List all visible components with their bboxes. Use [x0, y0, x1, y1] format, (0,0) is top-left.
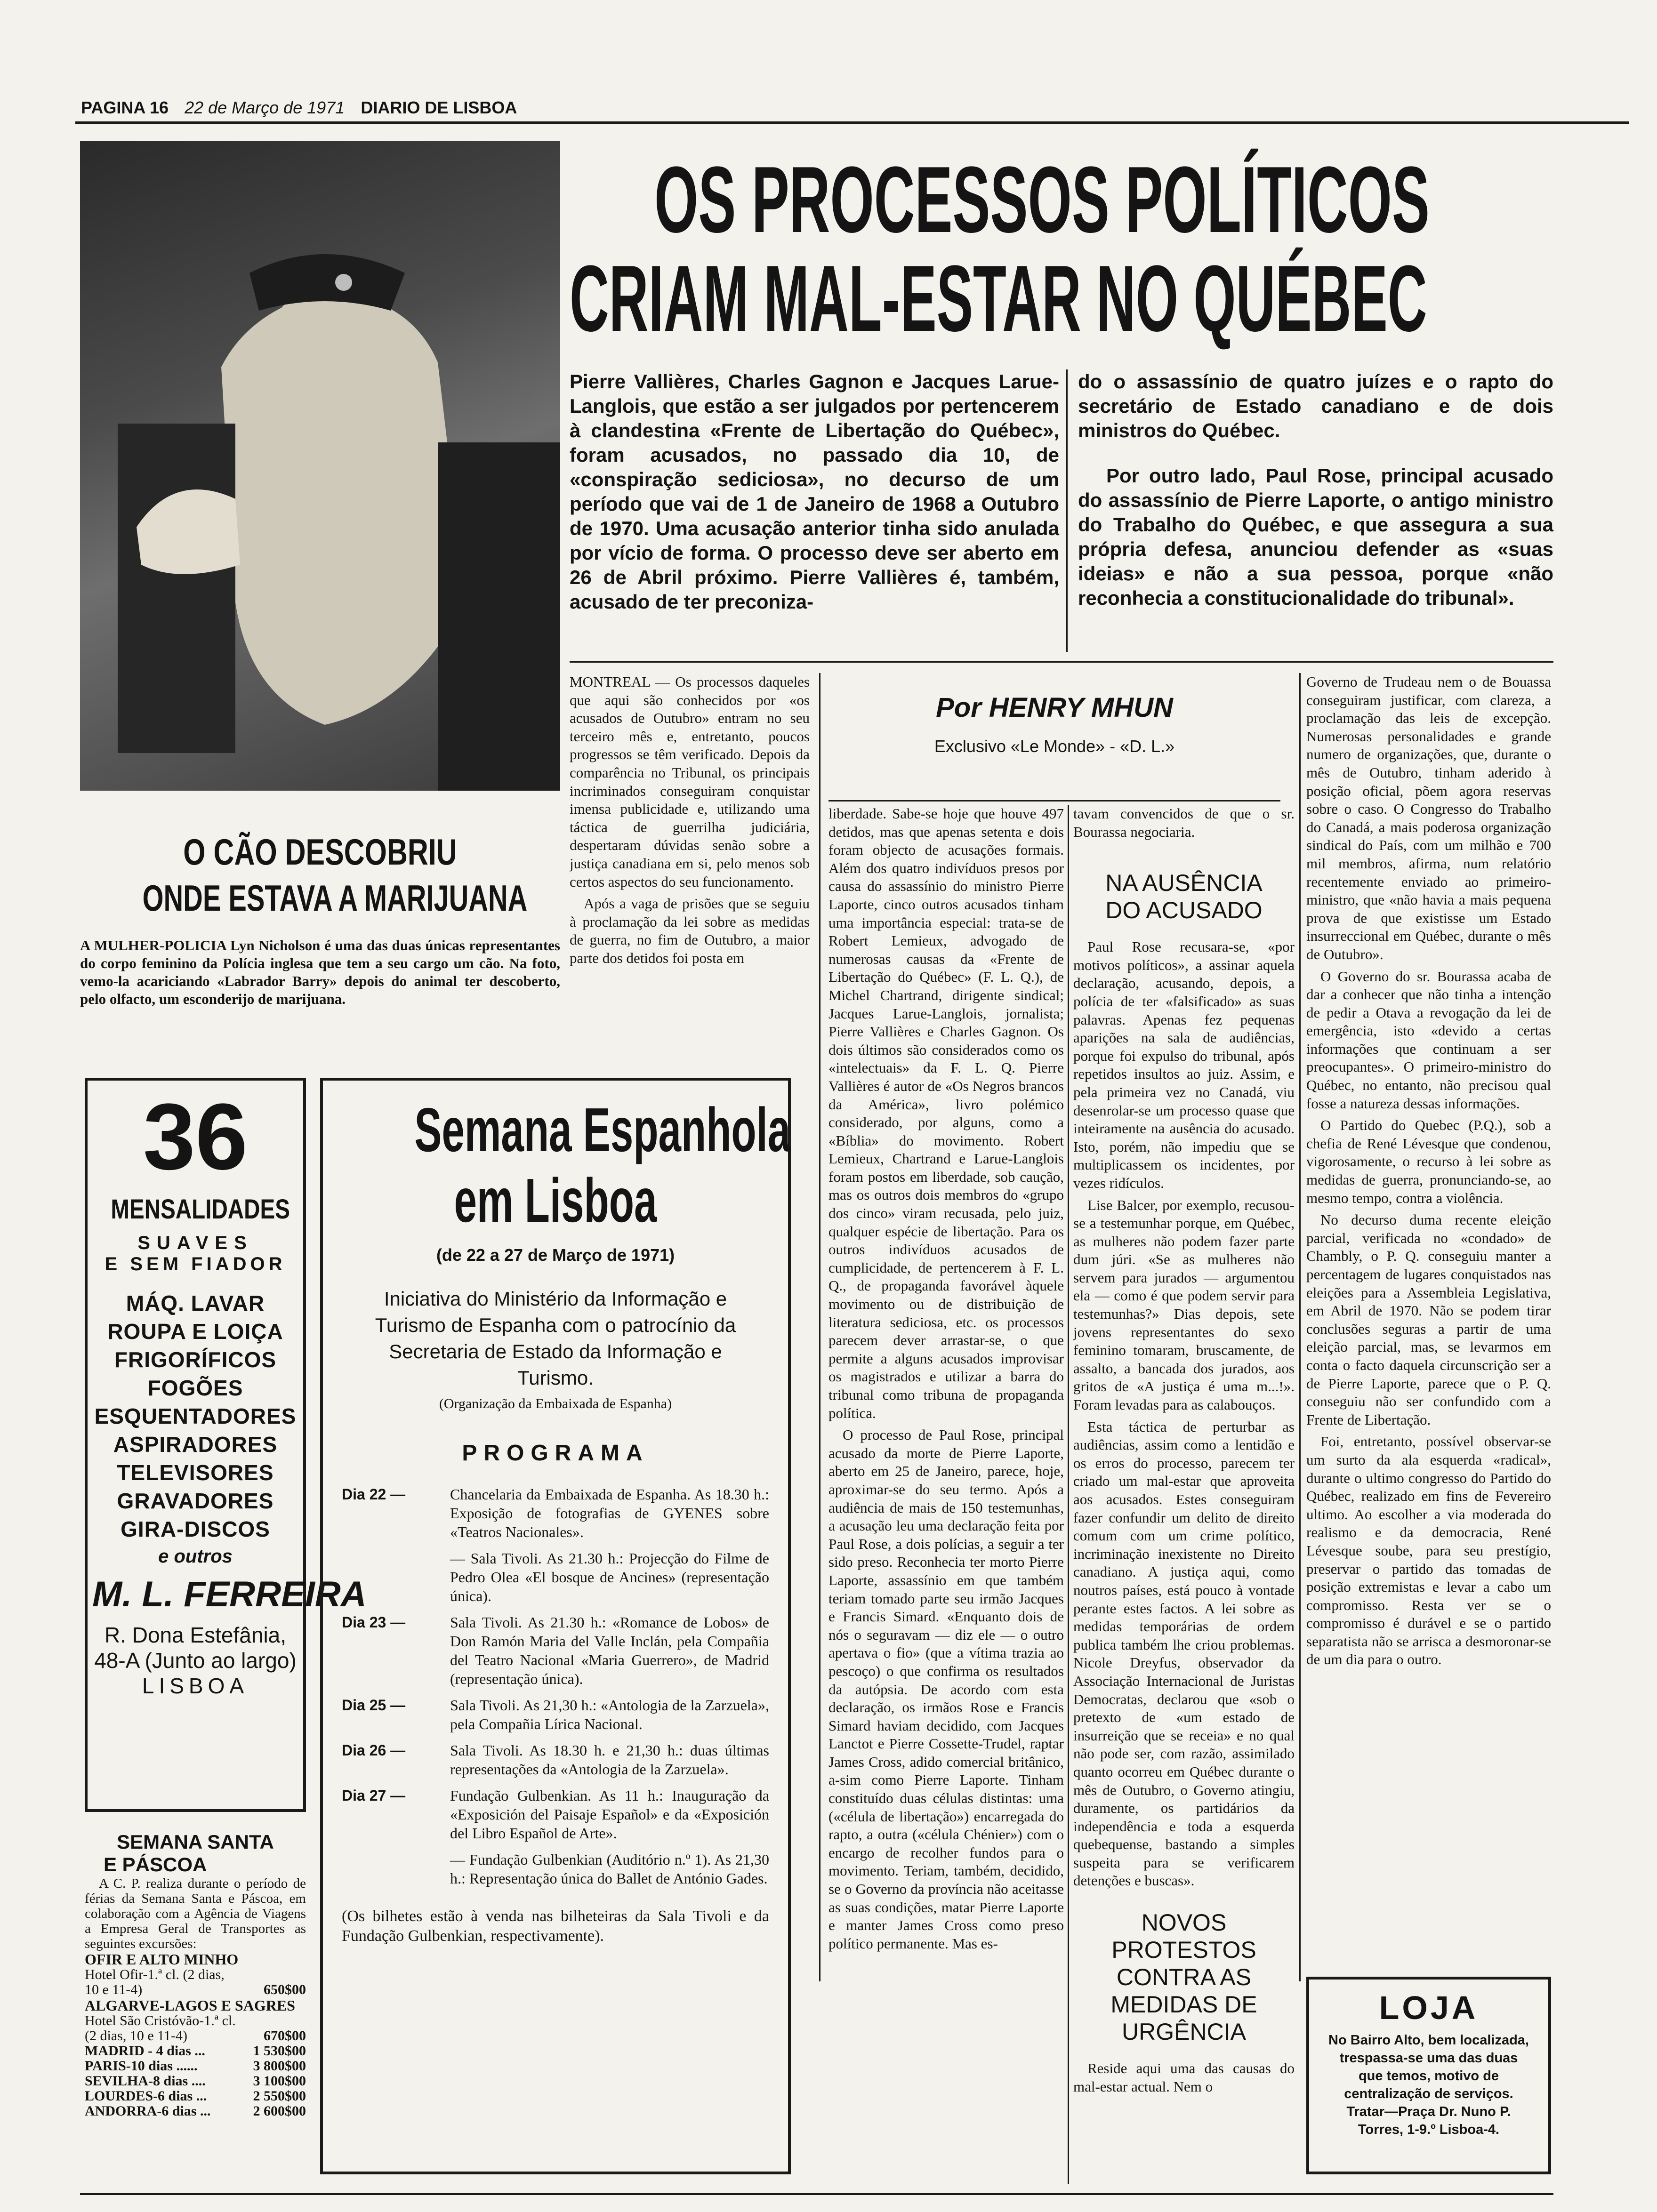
byline-author: Por HENRY MHUN [936, 692, 1173, 723]
semana-santa-ad [85, 1831, 306, 2203]
article-col3-p2: Lise Balcer, por exemplo, recusou-se a testemunhar porque, em Québec, as mulheres não podem fazer parte dum júri. «Se as mulheres não servem para jurados — argumentou ela — como é que podem servir para testemunhas?» Dias depois, sete jovens representantes do sexo feminino tomaram, bruscamente, de assalto, a bancada dos jurados, aos gritos de «A justiça é uma m...!». Foram levadas para as calabouços. [1073, 1196, 1295, 1413]
se-title1: Semana Espanhola [414, 1095, 791, 1164]
program-day [342, 1549, 450, 1605]
loja-ad [1306, 1977, 1551, 2174]
ss-price-row [85, 2044, 306, 2059]
ad-number: 36 [143, 1084, 248, 1189]
program-text: Sala Tivoli. As 21.30 h.: «Romance de Lobos» de Don Ramón Maria del Valle Inclán, pela Compañia del Teatro Nacional «Maria Guerrero», de Madrid (representação única). [450, 1614, 769, 1687]
lead-rule [570, 661, 1553, 663]
police-dog-photo [80, 141, 560, 791]
ss-hotel2-row [85, 2013, 306, 2044]
article-col1-p1: MONTREAL — Os processos daqueles que aqui são conhecidos por «os acusados de Outubro» entram no seu terceiro mês e, entretanto, poucos progressos se têm verificado. Depois da comparência no Tribunal, os principais incriminados conseguiram conquistar imensa publicidade e, utilizando uma táctica de guerrilha judiciária, despertaram dúvidas senão sobre a justiça canadiana em si, pelo menos sob certos aspectos do seu funcionamento. [570, 673, 810, 890]
masthead-paper: DIARIO DE LISBOA [361, 98, 517, 117]
article-col2 [828, 805, 1064, 2184]
subhead-novos-protestos: NOVOS PROTESTOS CONTRA AS MEDIDAS DE URGÊNCIA [1110, 1909, 1257, 2045]
ad-city: LISBOA [142, 1674, 249, 1698]
ad-others: e outros [158, 1546, 233, 1567]
masthead [81, 98, 552, 120]
se-footer: (Os bilhetes estão à venda nas bilheteiras da Sala Tivoli e da Fundação Gulbenkian, respectivamente). [342, 1907, 769, 1945]
program-row [342, 1786, 769, 1843]
article-col3-p4: Reside aqui uma das causas do mal-estar actual. Nem o [1073, 2060, 1295, 2095]
ad-address2: 48-A (Junto ao largo) [94, 1648, 297, 1673]
ad-item: FRIGORÍFICOS [114, 1347, 277, 1372]
col-divider-2 [1068, 805, 1069, 2184]
subhead-na-ausencia: NA AUSÊNCIA DO ACUSADO [1105, 870, 1263, 924]
ss-price-row [85, 2089, 306, 2104]
ss-destination: LOURDES-6 dias ... [85, 2088, 207, 2104]
ss-hotel1: Hotel Ofir-1.ª cl. (2 dias, 10 e 11-4) [85, 1967, 225, 1997]
mensalidades-ad [85, 1078, 367, 1812]
ss-hotel2: Hotel São Cristóvão-1.ª cl. (2 dias, 10 e 11-4) [85, 2013, 236, 2044]
se-dates: (de 22 a 27 de Março de 1971) [436, 1245, 675, 1265]
ss-price: 3 800$00 [253, 2058, 306, 2074]
masthead-rule [75, 121, 1629, 124]
article-col4-p1: Governo de Trudeau nem o de Bouassa conseguiram justificar, com clareza, a proclamação das leis de excepção. Numerosas personalidades e grande numero de organizações, que, durante o mês de Outubro, tinham aderido à posição oficial, põem agora reservas sobre o caso. O Congresso do Trabalho do Canadá, a mais poderosa organização sindical do País, com um milhão e 700 mil membros, afirma, num relatório recentemente enviado ao primeiro-ministro, que «não havia a mais pequena prova de que existisse um Estado insurreccional em Québec, durante o mês de Outubro». [1306, 673, 1551, 962]
ad-item: ESQUENTADORES [94, 1404, 297, 1428]
ss-price1: 650$00 [264, 1982, 306, 1997]
headline-line1: OS PROCESSOS POLÍTICOS [654, 147, 1430, 252]
byline-rule [828, 800, 1280, 801]
ss-destination: SEVILHA-8 dias .... [85, 2073, 206, 2089]
article-col2-p1: liberdade. Sabe-se hoje que houve 497 detidos, mas que apenas setenta e dois foram objecto de acusações formais. Além dos quatro indivíduos presos por causa do assassínio do ministro Pierre Laporte, cinco outros acusados tinham uma importância especial: trata-se de Robert Lemieux, advogado de numerosas causas da «Frente de Libertação do Québec» (F. L. Q.), de Michel Chartrand, dirigente sindical; Jacques Larue-Langlois, jornalista; Pierre Vallières e Charles Gagnon. Os dois últimos são considerados como os «intelectuais» da F. L. Q. Pierre Vallières é autor de «Os Negros brancos da América», livro polémico considerado, por alguns, como a «Bíblia» do movimento. Robert Lemieux, Chartrand e Larue-Langlois foram postos em liberdade, sob caução, mas os outros dois membros do «grupo dos cinco» viram recusada, pelo juiz, qualquer espécie de libertação. Para os outros indivíduos acusados de cumplicidade, de pertencerem à F. L. Q., de propaganda favorável àquele movimento ou de distribuição de literatura sediciosa, etc. os processos parecem dever arrastar-se, o que permite a alguns acusados improvisar os magistrados e utilizar a barra do tribunal como tribuna de propaganda política. [828, 805, 1064, 1421]
masthead-date: 22 de Março de 1971 [185, 98, 345, 117]
ad-brand: M. L. FERREIRA [92, 1574, 367, 1614]
article-col4-p2: O Governo do sr. Bourassa acaba de dar a conhecer que não tinha a intenção de pedir a Otava a revogação da lei de emergência, isto «devido a certas informações que continuam a ser preocupantes». O primeiro-ministro do Québec, no entanto, não precisou qual fosse a natureza dessas informações. [1306, 968, 1551, 1112]
ss-sub2: ALGARVE-LAGOS E SAGRES [85, 1997, 295, 2014]
program-text: Sala Tivoli. As 21,30 h.: «Antologia de la Zarzuela», pela Compañia Lírica Nacional. [450, 1697, 769, 1732]
byline-source: Exclusivo «Le Monde» - «D. L.» [934, 737, 1175, 756]
se-title2: em Lisboa [454, 1166, 657, 1235]
article-col2-p2: O processo de Paul Rose, principal acusado da morte de Pierre Laporte, aberto em 25 de Janeiro, parece, hoje, aproximar-se do seu termo. Após a audiência de mais de 150 testemunhas, a acusação leu uma declaração feita por Paul Rose, a dois polícias, a seguir a ter sido preso. Reconhecia ter morto Pierre Laporte, assassínio em que também teriam tomado parte seu irmão Jacques e Francis Simard. «Enquanto dois de nós o seguravam — diz ele — o outro apertava o fio» (que a vítima trazia ao pescoço) o que confirma os resultados da autópsia. De acordo com esta declaração, os irmãos Rose e Francis Simard haviam decidido, com Jacques Lanctot e Pierre Cossette-Trudel, raptar James Cross, adido comercial britânico, a-sim como Pierre Laporte. Tinham constituído duas células distintas: uma («célula de libertação») encarregada do rapto, a outra («célula Chénier») com o encargo de recolher fundos para o movimento. Teriam, também, decidido, se o Governo da província não aceitasse as suas condições, matar Pierre Laporte e manter James Cross como preso político permanente. Mas es- [828, 1427, 1064, 1952]
main-headline [570, 147, 1539, 351]
program-text: Fundação Gulbenkian. As 11 h.: Inauguração da «Exposición del Paisaje Español» e da «Exposición del Libro Español de Arte». [450, 1787, 769, 1842]
loja-text: No Bairro Alto, bem localizada, trespassa-se uma das duas que temos, motivo de centralização de serviços. Tratar—Praça Dr. Nuno P. Torres, 1-9.º Lisboa-4. [1328, 2033, 1529, 2137]
program-day: Dia 25 — [342, 1697, 406, 1714]
ss-hotel1-row [85, 1967, 306, 1997]
col-divider-3 [1299, 673, 1301, 1981]
semana-espanhola-ad [320, 1078, 791, 2174]
program-text: Sala Tivoli. As 18.30 h. e 21,30 h.: duas últimas representações da «Antologia de la Zarzuela». [450, 1742, 769, 1778]
program-row [342, 1741, 769, 1779]
photo-headline-line2: ONDE ESTAVA A MARIJUANA [142, 877, 528, 919]
ss-price-list [85, 2044, 306, 2119]
se-org: (Organização da Embaixada de Espanha) [439, 1396, 672, 1411]
headline-line2: CRIAM MAL-ESTAR NO QUÉBEC [570, 246, 1427, 351]
program-day: Dia 26 — [342, 1742, 406, 1759]
lead-divider [1066, 369, 1068, 652]
ss-price-row [85, 2104, 306, 2119]
photo-headline [80, 829, 560, 922]
ad-item: TELEVISORES [117, 1460, 274, 1485]
ss-price: 3 100$00 [253, 2073, 306, 2089]
article-col4-p3: O Partido do Quebec (P.Q.), sob a chefia de René Lévesque que condenou, vigorosamente, o recurso à lei sobre as medidas de guerra, pronunciando-se, ao mesmo tempo, contra a violência. [1306, 1117, 1551, 1206]
program-row [342, 1696, 769, 1733]
col-divider-1 [819, 673, 820, 1981]
program-row [342, 1549, 769, 1605]
ad-item: FOGÕES [147, 1376, 243, 1400]
article-col4-p5: Foi, entretanto, possível observar-se um surto da ala esquerda «radical», durante o ultimo congresso do Partido do Québec, realizado em fins de Fevereiro ultimo. Ao escolher a via moderada do realismo e da democracia, René Lévesque soube, para seu prestígio, preservar o partido das tomadas de posição extremistas e levar a cabo um compromisso. Resta ver se o compromisso é durável e se o partido separatista não se arrisca a desmoronar-se de um dia para o outro. [1306, 1433, 1551, 1668]
ad-items-list [92, 1289, 298, 1543]
program-row [342, 1850, 769, 1888]
program-day: Dia 22 — [342, 1486, 406, 1503]
ss-price-row [85, 2074, 306, 2089]
program-day: Dia 27 — [342, 1787, 406, 1804]
lead-right-p1: do o assassínio de quatro juízes e o rapto do secretário de Estado canadiano e de dois ministros do Québec. [1078, 370, 1553, 441]
ad-title: MENSALIDADES [111, 1194, 290, 1225]
program-row [342, 1613, 769, 1688]
program-text: Chancelaria da Embaixada de Espanha. As 18.30 h.: Exposição de fotografias de GYENES sobre «Teatros Nacionales». [450, 1486, 769, 1540]
ss-price: 2 550$00 [253, 2088, 306, 2104]
lead-right [1078, 369, 1553, 610]
ss-price: 2 600$00 [253, 2103, 306, 2119]
se-program-list [342, 1485, 769, 1888]
ss-destination: ANDORRA-6 dias ... [85, 2103, 211, 2119]
ss-price2: 670$00 [264, 2028, 306, 2044]
article-col4 [1306, 673, 1551, 1953]
ss-price-row [85, 2059, 306, 2074]
ss-destination: PARIS-10 dias ...... [85, 2058, 198, 2074]
se-programa: PROGRAMA [462, 1441, 649, 1466]
ad-line2: E SEM FIADOR [105, 1254, 286, 1274]
ad-item: ROUPA E LOIÇA [107, 1319, 283, 1344]
ss-title2: E PÁSCOA [104, 1853, 207, 1875]
se-intro: Iniciativa do Ministério da Informação e Turismo de Espanha com o patrocínio da Secretaria de Estado da Informação e Turismo. [375, 1288, 736, 1389]
ss-destination: MADRID - 4 dias ... [85, 2043, 205, 2059]
ad-item: ASPIRADORES [113, 1432, 278, 1457]
article-col1-p2: Após a vaga de prisões que se seguiu à proclamação da lei sobre as medidas de guerra, no fim de Outubro, a maior parte dos detidos foi posta em [570, 895, 810, 966]
ad-item: MÁQ. LAVAR [126, 1291, 265, 1315]
program-day: Dia 23 — [342, 1614, 406, 1631]
program-text: — Sala Tivoli. As 21.30 h.: Projecção do Filme de Pedro Olea «El bosque de Ancines» (representação única). [450, 1550, 769, 1604]
page-number: PAGINA 16 [81, 98, 169, 117]
ad-item: GIRA-DISCOS [121, 1517, 270, 1541]
ad-line1: SUAVES [137, 1233, 253, 1253]
ad-address1: R. Dona Estefânia, [104, 1623, 287, 1647]
ss-title1: SEMANA SANTA [117, 1831, 274, 1853]
program-day [342, 1850, 450, 1888]
lead-right-p2: Por outro lado, Paul Rose, principal acusado do assassínio de Pierre Laporte, o antigo ministro do Trabalho do Québec, e que assegura a sua própria defesa, anunciou defender as «suas ideias» e não a sua pessoa, porque «não reconhecia a constitucionalidade do tribunal». [1078, 465, 1553, 609]
photo-figure [80, 141, 560, 791]
article-col3 [1073, 805, 1295, 2184]
ss-text: A C. P. realiza durante o período de férias da Semana Santa e Páscoa, em colaboração com a Agência de Viagens a Empresa Geral de Transportes as seguintes excursões: [85, 1876, 306, 1951]
ss-price: 1 530$00 [253, 2043, 306, 2059]
photo-caption: A MULHER-POLICIA Lyn Nicholson é uma das duas únicas representantes do corpo feminino da Polícia inglesa que tem a seu cargo um cão. Na foto, vemo-la acariciando «Labrador Barry» depois do animal ter descoberto, pelo olfacto, um esconderijo de marijuana. [80, 937, 560, 1007]
ss-sub1: OFIR E ALTO MINHO [85, 1951, 239, 1968]
article-col4-p4: No decurso duma recente eleição parcial, verificada no «condado» de Chambly, o P. Q. conseguiu manter a percentagem de lugares conquistados nas eleições para a Assembleia Legislativa, em Abril de 1970. Não se podem tirar conclusões seguras a partir de uma eleição parcial, mas, se levarmos em conta o facto daquela circunscrição ser a de Pierre Laporte, parece que o P. Q. conseguiu não ser confundido com a Frente de Libertação. [1306, 1211, 1551, 1428]
article-col3-top: tavam convencidos de que o sr. Bourassa negociaria. [1073, 805, 1295, 840]
byline-box [828, 673, 1280, 795]
ad-item: GRAVADORES [117, 1489, 274, 1513]
lead-left: Pierre Vallières, Charles Gagnon e Jacques Larue-Langlois, que estão a ser julgados por pertencerem à clandestina «Frente de Libertação do Québec», foram acusados, no passado dia 10, de «conspiração sediciosa», no decurso de um período que vai de 1 de Janeiro de 1968 a Outubro de 1970. Uma acusação anterior tinha sido anulada por vício de forma. O processo deve ser aberto em 26 de Abril próximo. Pierre Vallières é, também, acusado de ter preconiza- [570, 370, 1059, 613]
loja-title: LOJA [1379, 1989, 1479, 2026]
program-text: — Fundação Gulbenkian (Auditório n.º 1). As 21,30 h.: Representação única do Ballet de António Gades. [450, 1851, 769, 1887]
program-row [342, 1485, 769, 1541]
article-col3-p1: Paul Rose recusara-se, «por motivos políticos», a assinar aquela declaração, acusando, depois, a polícia de ter «falsificado» as suas palavras. Apenas fez pequenas aparições na sala de audiências, porque foi expulso do tribunal, após repetidos insultos ao juiz. Assim, e pela primeira vez no Canadá, viu desenrolar-se um processo quase que inteiramente na ausência do acusado. Isto, porém, não impediu que se multiplicassem os incidentes, por vezes ridículos. [1073, 938, 1295, 1191]
photo-headline-line1: O CÃO DESCOBRIU [183, 831, 457, 873]
bottom-rule [80, 2193, 1553, 2195]
article-col3-p3: Esta táctica de perturbar as audiências, assim como a lentidão e os erros do processo, parecem ter criado um mal-estar que aproveita aos acusados. Estes conseguiram fazer confundir um delito de direito comum com um crime político, incriminação inexistente no Direito canadiano. A justiça aqui, como noutros países, está pouco à vontade perante estes factos. A lei sobre as medidas temporárias de ordem publica também lhe criou problemas. Nicole Dreyfus, observador da Associação Internacional de Juristas Democratas, declarou que «sob o pretexto de «um estado de insurreição que se receia» e no qual não pode ser, com razão, assimilado quanto ocorreu em Québec durante o mês de Outubro, o Governo atingiu, duramente, os partidários da independência e toda a esquerda quebequense, bastando a simples suspeita para se verificarem detenções e buscas». [1073, 1418, 1295, 1889]
